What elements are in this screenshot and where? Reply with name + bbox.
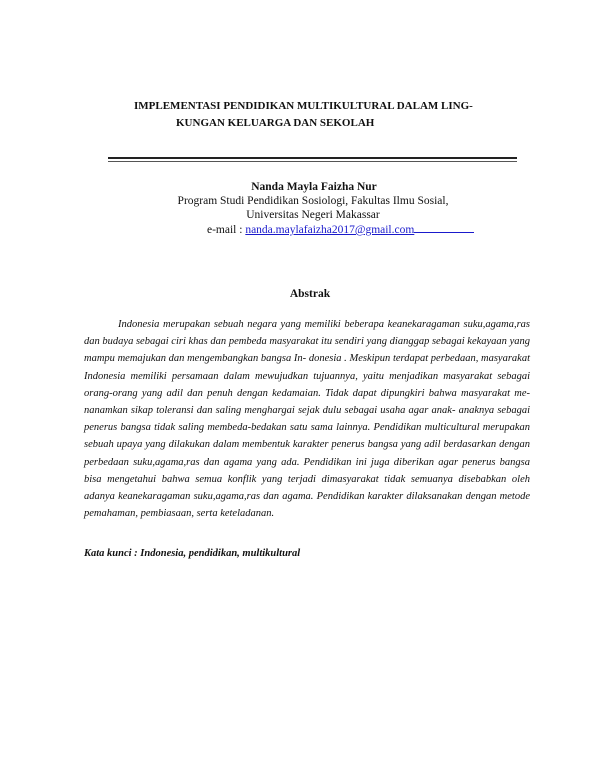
email-underline-extension [414, 222, 474, 233]
abstract-body [84, 316, 530, 522]
keywords: Kata kunci : Indonesia, pendidikan, multikultural [84, 548, 301, 559]
email-label: e-mail : [207, 224, 243, 236]
abstract-text: Indonesia merupakan sebuah negara yang memiliki beberapa keanekaragaman suku,agama,ras dan budaya sebagai ciri khas dan pembeda masyarakat itu sendiri yang dianggap sebagai kekayaan yang mampu memajukan dan mengembangkan bangsa In- donesia . Meskipun terdapat perbedaan, masyarakat Indonesia memiliki persamaan dalam mewujudkan tujuannya, yaitu menjadikan masyarakat sebagai orang-orang yang adil dan penuh dengan kedamaian. Tidak dapat dipungkiri bahwa masyarakat me- nanamkan sikap toleransi dan saling menghargai sejak dulu sebagai usaha agar anak- anaknya sebagai penerus bangsa tidak saling membeda-bedakan satu sama lainnya. Pendidikan multicultural merupakan sebuah upaya yang dilakukan dalam membentuk karakter penerus bangsa yang adil berdasarkan dengan perbedaan suku,agama,ras dan agama yang ada. Pendidikan ini juga diberikan agar penerus bangsa bisa mengetahui bahwa semua konflik yang terjadi dimasyarakat tidak semuanya disebabkan oleh adanya keanekaragaman suku,agama,ras dan agama. Pendidikan karakter dilaksanakan dengan metode pemahaman, pembiasaan, serta keteladanan. [84, 319, 530, 520]
author-affiliation-1: Program Studi Pendidikan Sosiologi, Fakultas Ilmu Sosial, [177, 195, 449, 207]
author-email-line [207, 222, 474, 236]
paper-title [100, 98, 540, 132]
title-divider-thin [108, 161, 517, 162]
author-name: Nanda Mayla Faizha Nur [251, 181, 377, 193]
author-affiliation-2: Universitas Negeri Makassar [246, 209, 380, 221]
paper-title-line-2: KUNGAN KELUARGA DAN SEKOLAH [176, 117, 375, 129]
paper-title-line-1: IMPLEMENTASI PENDIDIKAN MULTIKULTURAL DALAM LING- [134, 100, 473, 112]
author-block [0, 180, 600, 222]
abstract-heading: Abstrak [289, 288, 331, 300]
email-link[interactable]: nanda.maylafaizha2017@gmail.com [245, 224, 415, 236]
title-divider-thick [108, 157, 517, 159]
